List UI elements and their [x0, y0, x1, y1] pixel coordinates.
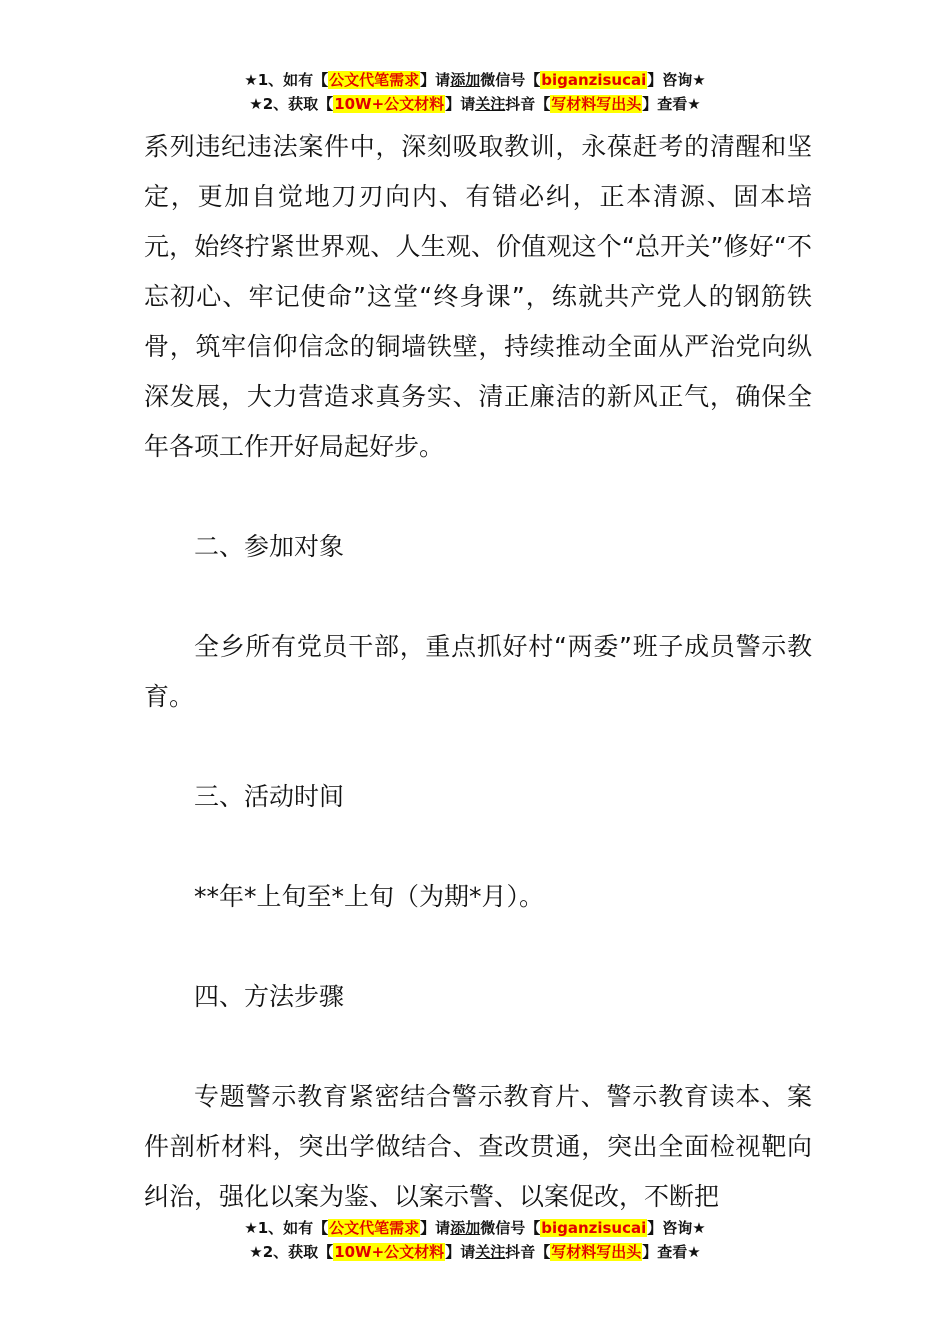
spacer: [144, 572, 812, 622]
participants-paragraph: 全乡所有党员干部，重点抓好村“两委”班子成员警示教育。: [144, 632, 812, 711]
banner-highlight-service: 公文代笔需求: [329, 1219, 420, 1237]
banner-text: 】请: [420, 1219, 451, 1237]
banner-text: 】咨询★: [647, 1219, 706, 1237]
banner-text: 微信号【: [480, 1219, 541, 1237]
banner-text: 】请: [445, 1243, 476, 1261]
banner-highlight-douyin-id: 写材料写出头: [551, 95, 642, 113]
section-heading-methods: 四、方法步骤: [194, 982, 345, 1011]
bottom-banner: [0, 1216, 950, 1264]
banner-highlight-wechat-id: biganzisucai: [541, 1219, 647, 1237]
banner-highlight-materials: 10W+公文材料: [334, 1243, 445, 1261]
banner-text: 】请: [445, 95, 476, 113]
document-body: [144, 122, 812, 1222]
banner-emphasis: 添加: [450, 71, 481, 89]
banner-text: 】咨询★: [647, 71, 706, 89]
intro-paragraph: 系列违纪违法案件中，深刻吸取教训，永葆赶考的清醒和坚定，更加自觉地刀刃向内、有错必纠，正本清源、固本培元，始终拧紧世界观、人生观、价值观这个“总开关”修好“不忘初心、牢记使命”这堂“终身课”，练就共产党人的钢筋铁骨，筑牢信仰信念的铜墙铁壁，持续推动全面从严治党向纵深发展，大力营造求真务实、清正廉洁的新风正气，确保全年各项工作开好局起好步。: [144, 132, 812, 461]
banner-text: ★2、获取【: [249, 95, 334, 113]
spacer: [144, 822, 812, 872]
banner-highlight-service: 公文代笔需求: [329, 71, 420, 89]
banner-text: 抖音【: [505, 1243, 551, 1261]
banner-highlight-wechat-id: biganzisucai: [541, 71, 647, 89]
banner-text: 微信号【: [480, 71, 541, 89]
banner-emphasis: 关注: [475, 95, 506, 113]
banner-text: 抖音【: [505, 95, 551, 113]
banner-highlight-materials: 10W+公文材料: [334, 95, 445, 113]
section-heading-time: 三、活动时间: [194, 782, 345, 811]
banner-text: 】查看★: [642, 1243, 701, 1261]
banner-line-1: [0, 68, 950, 92]
banner-highlight-douyin-id: 写材料写出头: [551, 1243, 642, 1261]
section-heading-participants: 二、参加对象: [194, 532, 345, 561]
spacer: [144, 922, 812, 972]
banner-emphasis: 关注: [475, 1243, 506, 1261]
banner-text: ★1、如有【: [244, 1219, 329, 1237]
banner-line-1: [0, 1216, 950, 1240]
spacer: [144, 1022, 812, 1072]
banner-text: ★2、获取【: [249, 1243, 334, 1261]
methods-paragraph: 专题警示教育紧密结合警示教育片、警示教育读本、案件剖析材料，突出学做结合、查改贯通，突出全面检视靶向纠治，强化以案为鉴、以案示警、以案促改，不断把: [144, 1082, 812, 1211]
banner-line-2: [0, 1240, 950, 1264]
top-banner: [0, 68, 950, 116]
spacer: [144, 472, 812, 522]
banner-text: 】请: [420, 71, 451, 89]
banner-text: ★1、如有【: [244, 71, 329, 89]
banner-text: 】查看★: [642, 95, 701, 113]
time-paragraph: **年*上旬至*上旬（为期*月）。: [194, 882, 545, 911]
spacer: [144, 722, 812, 772]
banner-emphasis: 添加: [450, 1219, 481, 1237]
banner-line-2: [0, 92, 950, 116]
